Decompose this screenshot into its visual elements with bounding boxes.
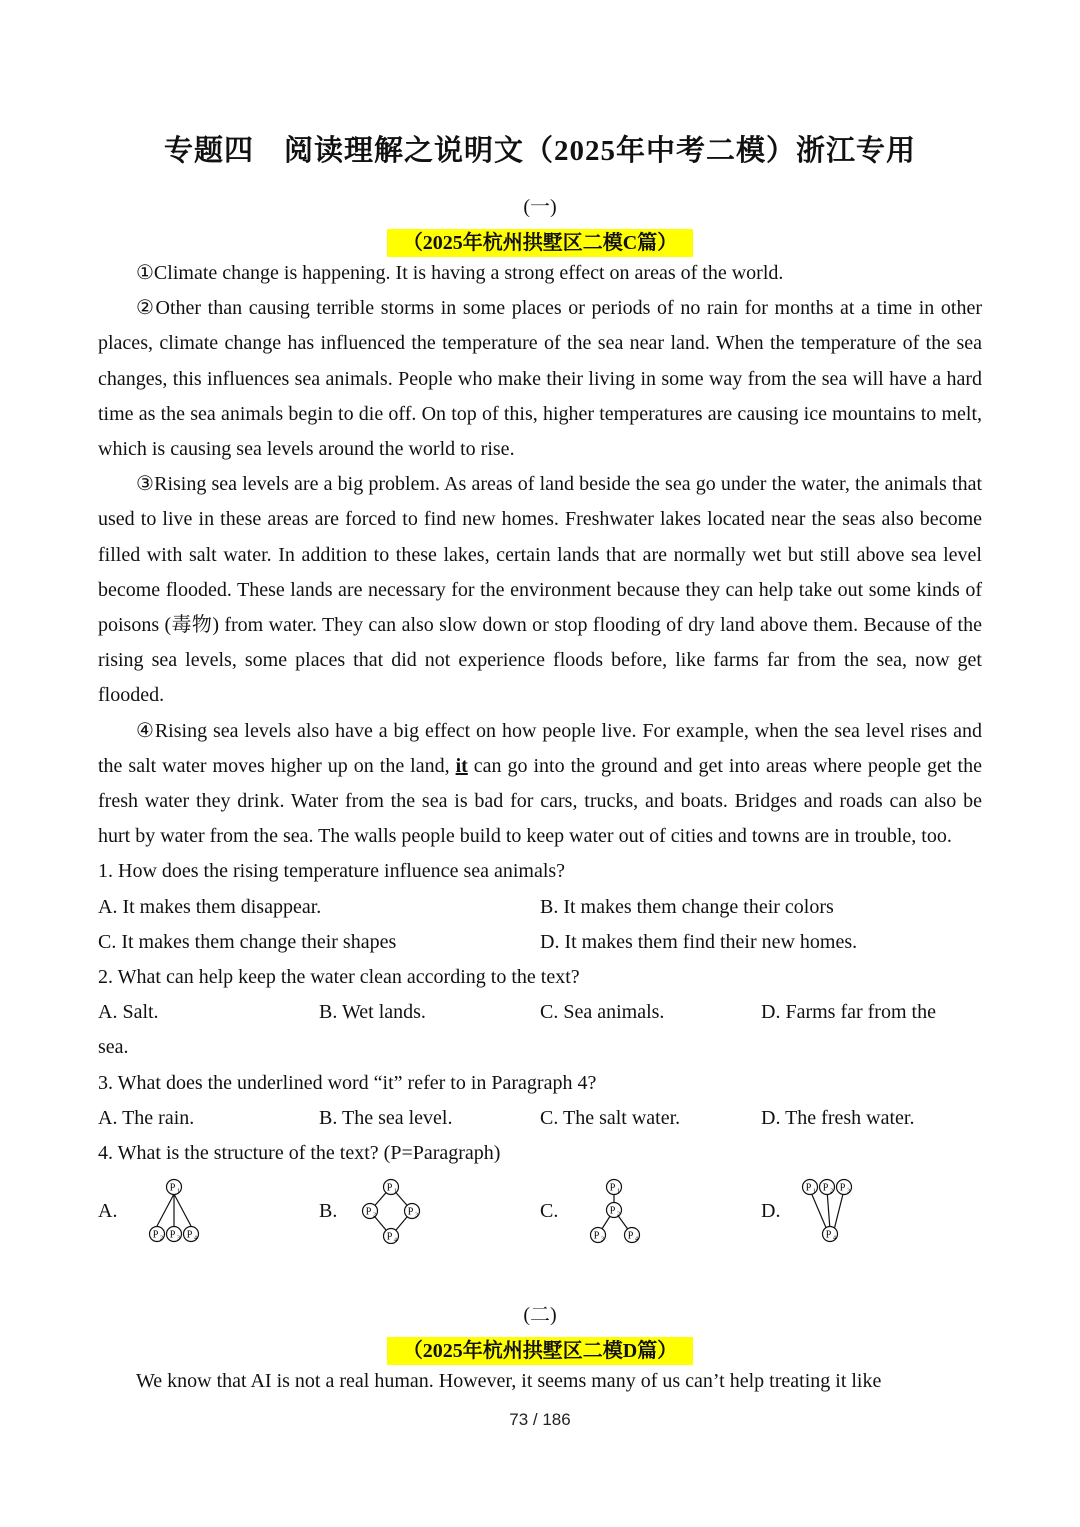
svg-text:2: 2	[373, 1212, 377, 1219]
svg-text:P: P	[408, 1206, 414, 1218]
paragraph-node-2	[607, 1203, 622, 1218]
svg-text:3: 3	[415, 1212, 419, 1219]
question-4-stem: 4. What is the structure of the text? (P=Paragraph)	[98, 1142, 501, 1165]
structure-diagram-b	[339, 1178, 439, 1244]
q1-option-c: C. It makes them change their shapes	[98, 930, 397, 953]
paragraph-2: ②Other than causing terrible storms in some places or periods of no rain for months at a time in other places, climate change has influenced the temperature of the sea near land. When the temperature of the sea changes, this influences sea animals. People who make their living in some way from the sea will have a hard time as the sea animals begin to die off. On top of this, higher temperatures are causing ice mountains to melt, which is causing sea levels around the world to rise.	[98, 297, 982, 461]
q1-option-d: D. It makes them find their new homes.	[540, 930, 858, 953]
svg-text:P: P	[170, 1229, 176, 1241]
svg-text:3: 3	[847, 1188, 851, 1195]
paragraph-4	[98, 714, 982, 855]
paragraph-node-2	[150, 1227, 165, 1242]
q4-option-d-label: D.	[761, 1199, 781, 1222]
q3-option-b: B. The sea level.	[319, 1106, 453, 1129]
svg-text:P: P	[153, 1229, 159, 1241]
paragraph-node-4	[823, 1227, 838, 1242]
svg-text:P: P	[387, 1231, 393, 1243]
svg-text:1: 1	[394, 1188, 398, 1195]
svg-text:3: 3	[601, 1236, 605, 1243]
passage-2-paragraph-1: We know that AI is not a real human. However, it seems many of us can’t help treating it like	[136, 1370, 882, 1392]
svg-text:P: P	[170, 1182, 176, 1194]
paragraph-node-3	[167, 1227, 182, 1242]
paragraph-node-1	[384, 1180, 399, 1195]
svg-text:3: 3	[177, 1235, 181, 1242]
q3-option-c: C. The salt water.	[540, 1106, 681, 1129]
svg-text:2: 2	[830, 1188, 834, 1195]
q4-option-c	[540, 1178, 761, 1244]
passage-2	[98, 1364, 982, 1399]
question-3-stem: 3. What does the underlined word “it” refer to in Paragraph 4?	[98, 1071, 597, 1094]
paragraph-node-4	[625, 1228, 640, 1243]
q2-option-d: D. Farms far from the	[761, 1001, 936, 1024]
paragraph-node-1	[803, 1180, 818, 1195]
paragraph-4-part2: can go into the ground and get into areas where people get the fresh water they drink. Water from the sea is bad for cars, trucks, and boats. Bridges and roads can also be hurt by water from the sea. The walls people build to keep water out of cities and towns are in trouble, too.	[98, 754, 982, 848]
underlined-word-it: it	[455, 754, 468, 777]
q2-option-b: B. Wet lands.	[319, 1001, 426, 1024]
paragraph-node-3	[405, 1204, 420, 1219]
question-2-options	[98, 995, 982, 1030]
svg-text:P: P	[823, 1182, 829, 1194]
svg-text:4: 4	[194, 1235, 198, 1242]
q4-option-c-label: C.	[540, 1199, 559, 1222]
q1-option-a: A. It makes them disappear.	[98, 895, 322, 918]
paragraph-node-1	[607, 1180, 622, 1195]
q4-option-a-label: A.	[98, 1199, 118, 1222]
paragraph-node-3	[591, 1228, 606, 1243]
passage-1	[98, 256, 982, 1251]
q3-option-d: D. The fresh water.	[761, 1106, 915, 1129]
paragraph-node-4	[184, 1227, 199, 1242]
svg-text:1: 1	[813, 1188, 817, 1195]
svg-text:4: 4	[394, 1237, 398, 1244]
q4-option-d	[761, 1178, 982, 1244]
section-number-1: (一)	[523, 196, 557, 218]
source-label-1-wrap	[0, 226, 1080, 255]
svg-text:4: 4	[833, 1235, 837, 1242]
source-label-2: （2025年杭州拱墅区二模D篇）	[387, 1337, 693, 1365]
question-2-stem: 2. What can help keep the water clean according to the text?	[98, 966, 580, 989]
q2-option-c: C. Sea animals.	[540, 1001, 665, 1024]
q2-option-a: A. Salt.	[98, 1001, 159, 1024]
svg-text:P: P	[594, 1230, 600, 1242]
svg-text:P: P	[628, 1230, 634, 1242]
svg-text:2: 2	[617, 1211, 621, 1218]
question-3-options	[98, 1101, 982, 1136]
svg-text:P: P	[826, 1229, 832, 1241]
paragraph-1: ①Climate change is happening. It is having a strong effect on areas of the world.	[136, 262, 784, 284]
paragraph-node-1	[167, 1180, 182, 1195]
paragraph-node-2	[820, 1180, 835, 1195]
q4-option-b	[319, 1178, 540, 1244]
svg-text:P: P	[610, 1205, 616, 1217]
structure-diagram-a	[119, 1178, 219, 1244]
paragraph-node-2	[363, 1204, 378, 1219]
svg-text:1: 1	[177, 1188, 181, 1195]
svg-text:P: P	[366, 1206, 372, 1218]
svg-text:1: 1	[617, 1188, 621, 1195]
svg-text:P: P	[840, 1182, 846, 1194]
svg-text:P: P	[610, 1182, 616, 1194]
question-1-options	[98, 890, 982, 960]
page-title: 专题四 阅读理解之说明文（2025年中考二模）浙江专用	[163, 135, 916, 167]
source-label-1: （2025年杭州拱墅区二模C篇）	[387, 229, 693, 257]
source-label-2-wrap	[0, 1334, 1080, 1363]
paragraph-node-4	[384, 1229, 399, 1244]
svg-text:2: 2	[160, 1235, 164, 1242]
q2-option-d-continued: sea.	[98, 1036, 129, 1059]
paragraph-4-part1: ④Rising sea levels also have a big effect on how people live. For example, when the sea level rises and the salt water moves higher up on the land,	[98, 719, 982, 777]
svg-text:4: 4	[635, 1236, 639, 1243]
section-number-2: (二)	[523, 1304, 557, 1326]
q4-option-a	[98, 1178, 319, 1244]
svg-text:P: P	[187, 1229, 193, 1241]
paragraph-node-3	[837, 1180, 852, 1195]
paragraph-3: ③Rising sea levels are a big problem. As areas of land beside the sea go under the water, the animals that used to live in these areas are forced to find new homes. Freshwater lakes located near the seas also become filled with salt water. In addition to these lakes, certain lands that are normally wet but still above sea level become flooded. These lands are necessary for the environment because they can help take out some kinds of poisons (毒物) from water. They can also slow down or stop flooding of dry land above them. Because of the rising sea levels, some places that did not experience floods before, like farms far from the sea, now get flooded.	[98, 473, 982, 707]
q3-option-a: A. The rain.	[98, 1106, 195, 1129]
page-number: 73 / 186	[509, 1410, 571, 1429]
q4-option-b-label: B.	[319, 1199, 338, 1222]
svg-text:P: P	[387, 1182, 393, 1194]
q1-option-b: B. It makes them change their colors	[540, 895, 834, 918]
structure-diagram-c	[560, 1178, 660, 1244]
question-4-options	[98, 1171, 982, 1251]
question-1-stem: 1. How does the rising temperature influence sea animals?	[98, 860, 566, 883]
structure-diagram-d	[782, 1178, 882, 1244]
svg-text:P: P	[806, 1182, 812, 1194]
